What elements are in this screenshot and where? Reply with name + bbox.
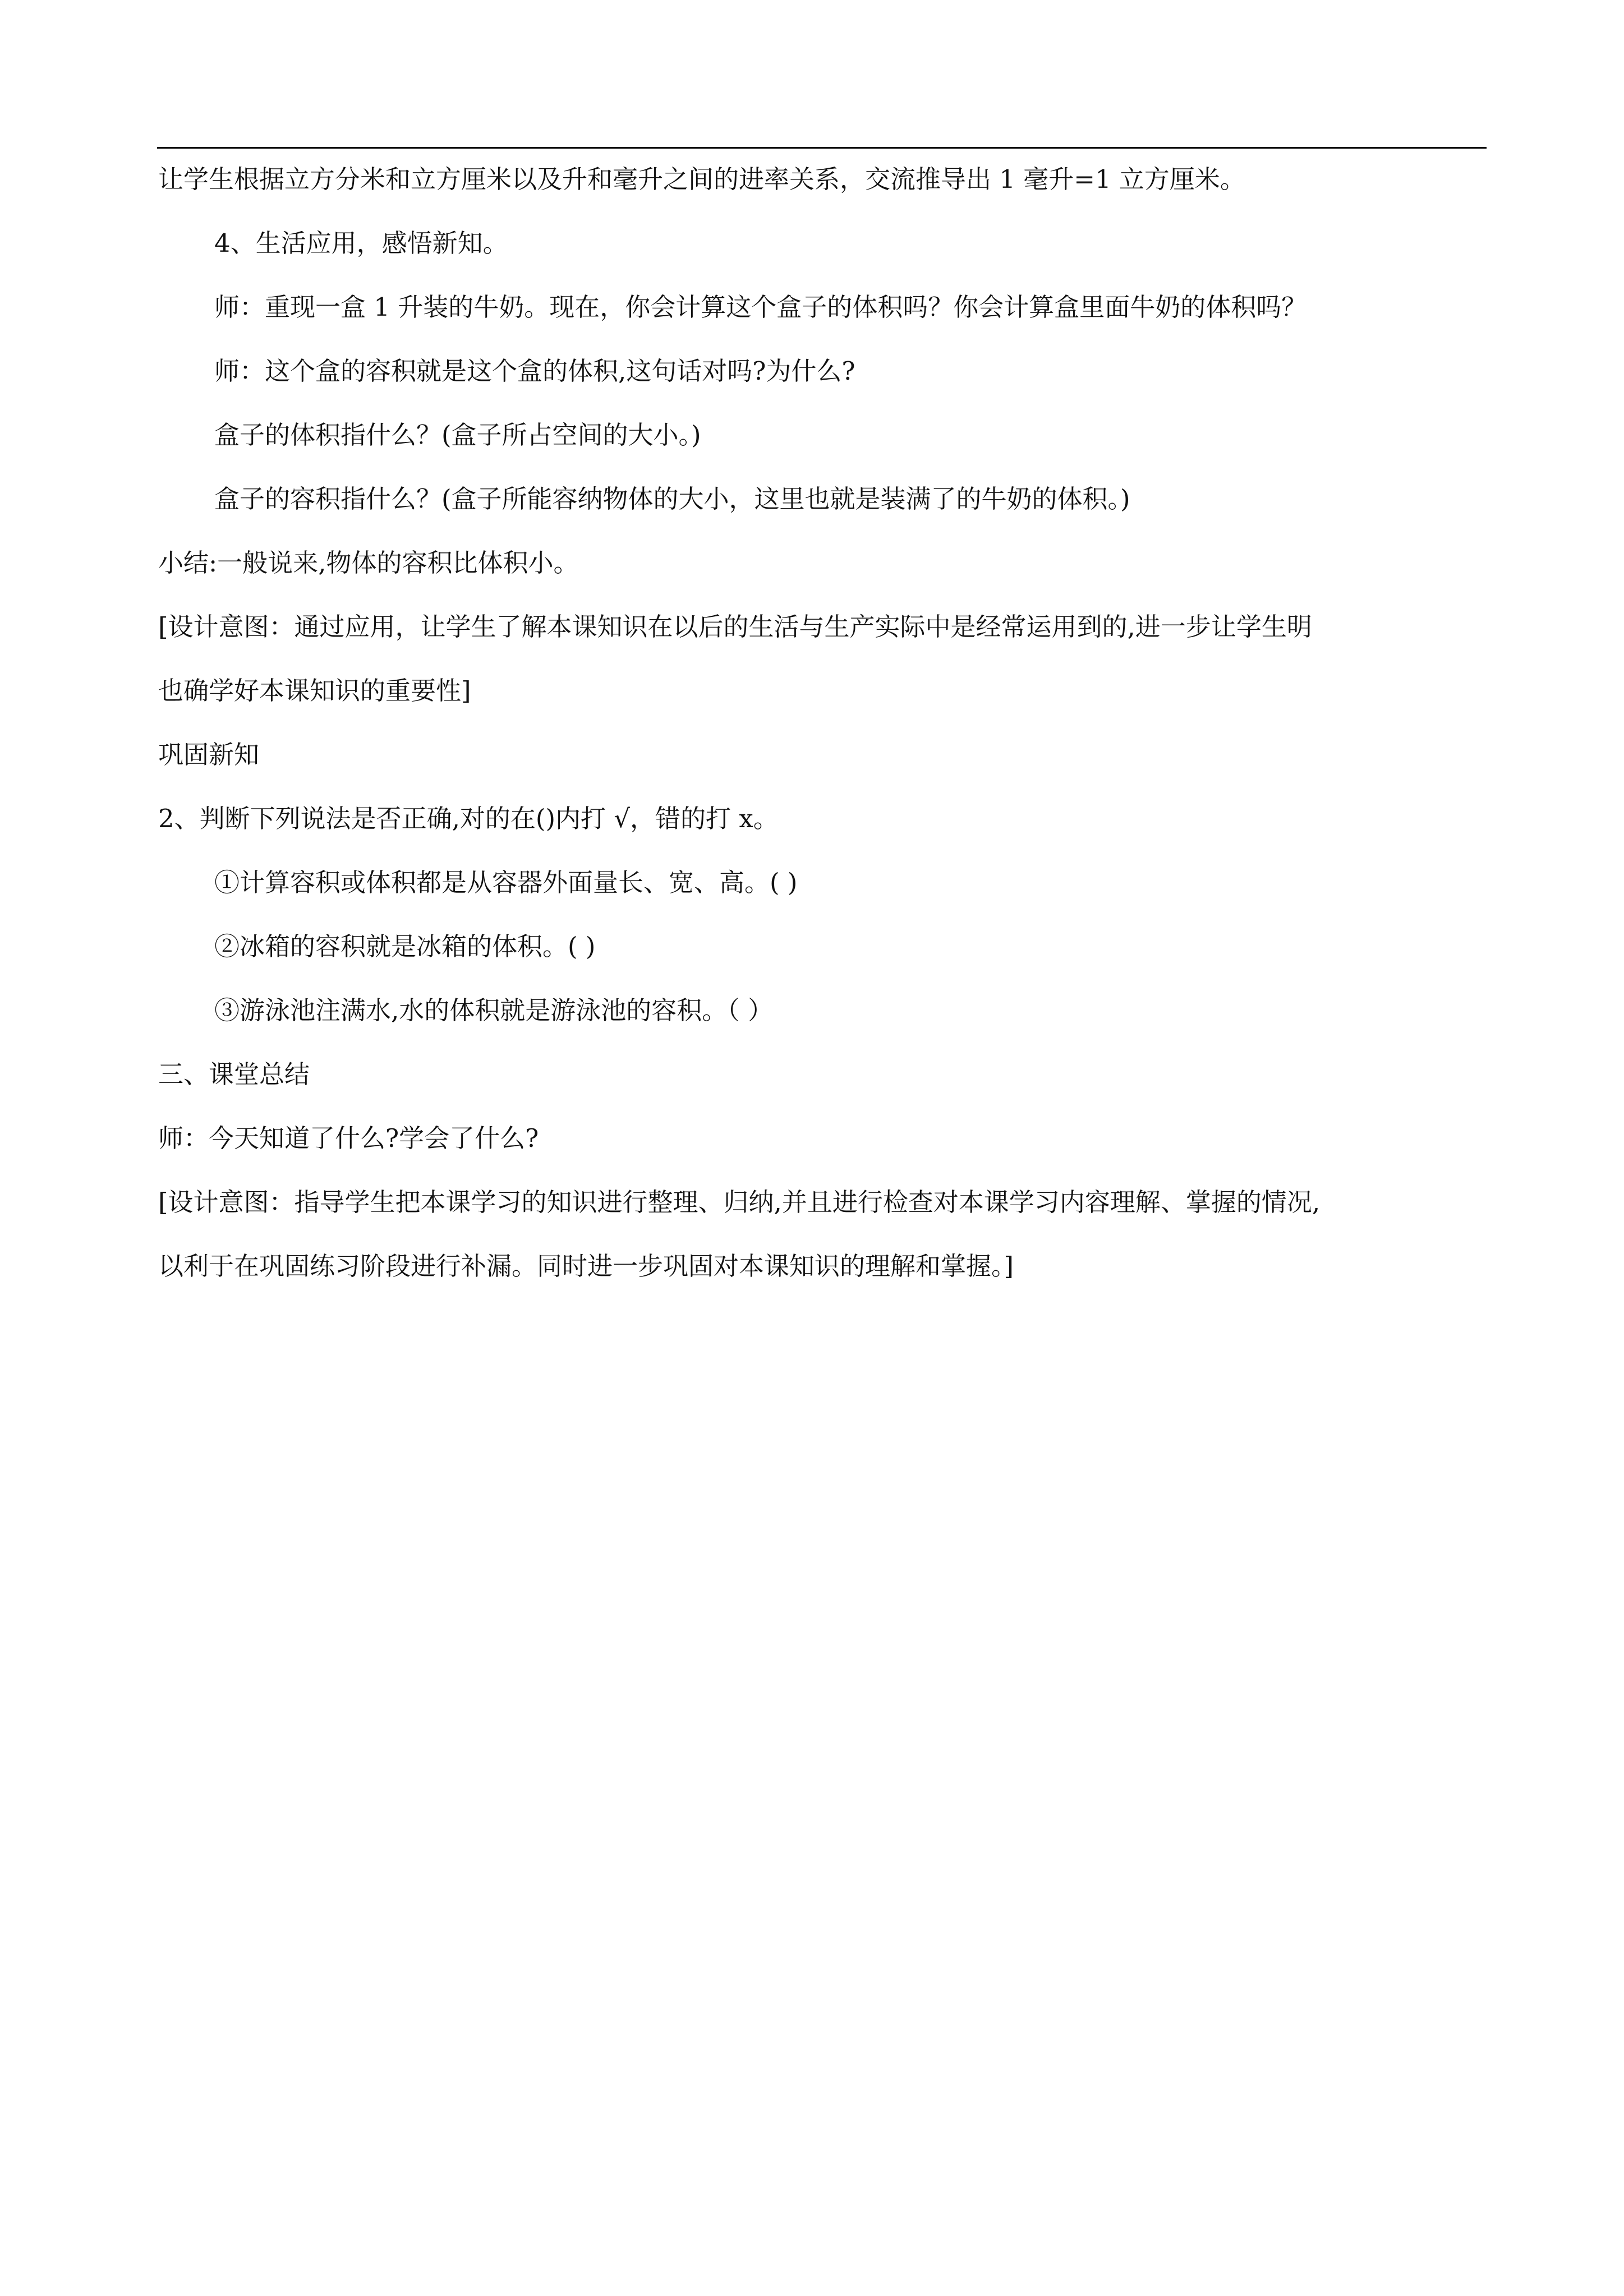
heading-life-application: 4、生活应用，感悟新知。 xyxy=(214,228,508,258)
exercise-item-3: ③游泳池注满水,水的体积就是游泳池的容积。（ ） xyxy=(214,995,774,1025)
heading-class-summary: 三、课堂总结 xyxy=(158,1059,310,1089)
exercise-item-2: ②冰箱的容积就是冰箱的体积。( ) xyxy=(214,932,596,961)
paragraph-teacher-summary: 师：今天知道了什么?学会了什么? xyxy=(158,1123,539,1153)
design-intent-2-line-1: [设计意图：指导学生把本课学习的知识进行整理、归纳,并且进行检查对本课学习内容理解、掌握的情况, xyxy=(158,1187,1321,1217)
paragraph-box-volume: 盒子的体积指什么？(盒子所占空间的大小。) xyxy=(214,420,701,450)
exercise-instruction: 2、判断下列说法是否正确,对的在()内打 √，错的打 x。 xyxy=(158,804,779,833)
heading-consolidate: 巩固新知 xyxy=(158,740,260,769)
paragraph-teacher-milk-box: 师：重现一盒 1 升装的牛奶。现在，你会计算这个盒子的体积吗？你会计算盒里面牛奶的体积吗？ xyxy=(214,292,1307,322)
design-intent-2-line-2: 以利于在巩固练习阶段进行补漏。同时进一步巩固对本课知识的理解和掌握。] xyxy=(158,1251,1014,1281)
paragraph-unit-conversion: 让学生根据立方分米和立方厘米以及升和毫升之间的进率关系，交流推导出 1 毫升=1 立方厘米。 xyxy=(158,164,1245,194)
paragraph-box-capacity: 盒子的容积指什么？(盒子所能容纳物体的大小，这里也就是装满了的牛奶的体积。) xyxy=(214,484,1130,514)
paragraph-summary: 小结:一般说来,物体的容积比体积小。 xyxy=(158,548,579,578)
design-intent-1-line-1: [设计意图：通过应用，让学生了解本课知识在以后的生活与生产实际中是经常运用到的,进一步让学生明 xyxy=(158,612,1312,642)
design-intent-1-line-2: 也确学好本课知识的重要性] xyxy=(158,676,471,706)
exercise-item-1: ①计算容积或体积都是从容器外面量长、宽、高。( ) xyxy=(214,868,798,897)
paragraph-teacher-question: 师：这个盒的容积就是这个盒的体积,这句话对吗?为什么? xyxy=(214,356,855,386)
header-rule xyxy=(157,147,1487,149)
document-body xyxy=(158,163,1488,1283)
